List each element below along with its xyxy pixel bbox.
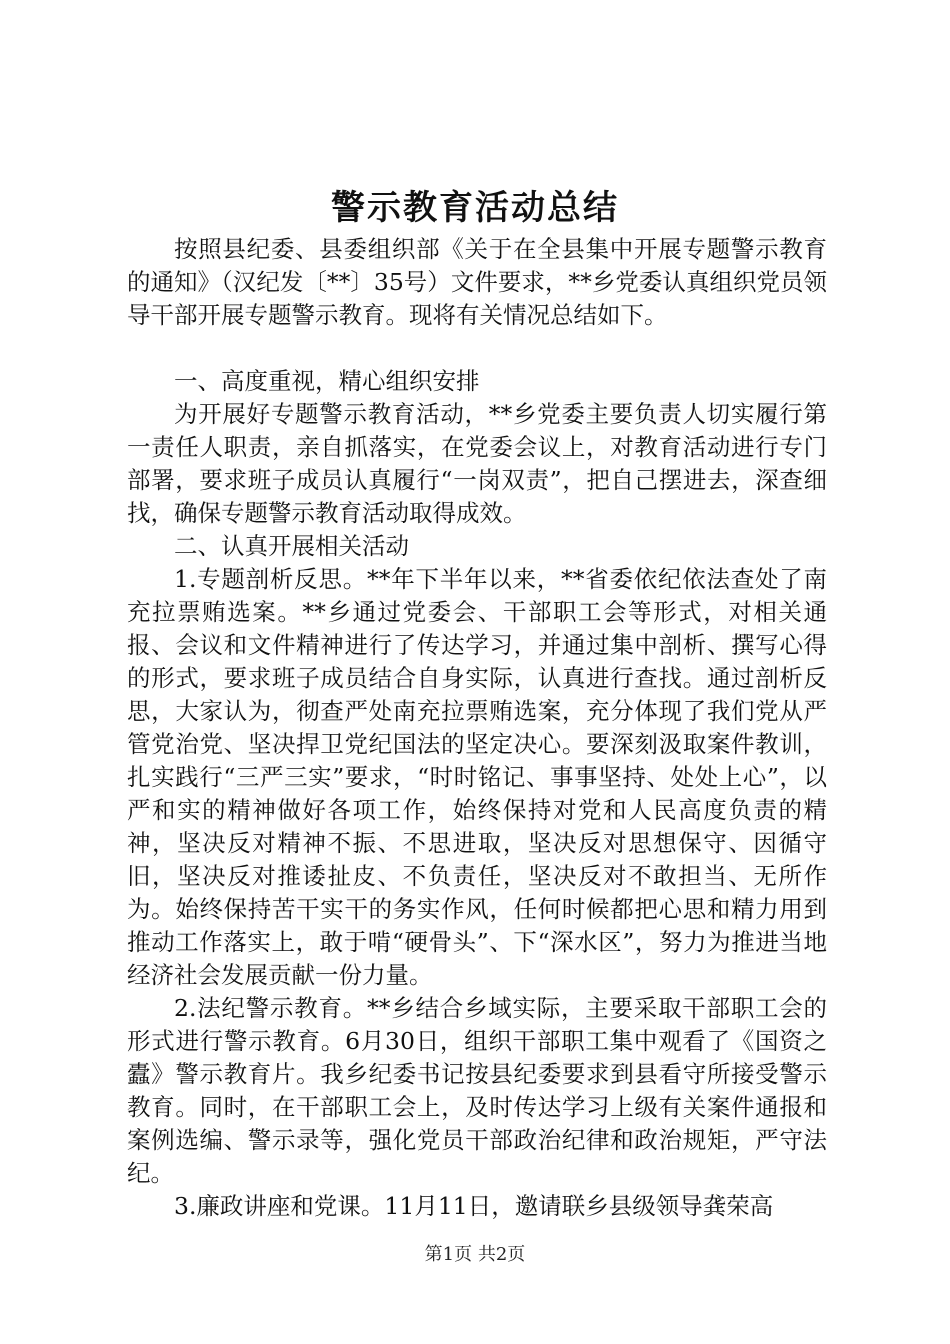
paragraph-spacer — [127, 332, 827, 365]
section-2-heading: 二、认真开展相关活动 — [174, 532, 409, 560]
document-title: 警示教育活动总结 — [331, 188, 619, 228]
page-number-footer: 第1页 共2页 — [424, 1244, 526, 1265]
intro-paragraph: 按照县纪委、县委组织部《关于在全县集中开展专题警示教育的通知》（汉纪发〔**〕35号）文件要求，**乡党委认真组织党员领导干部开展专题警示教育。现将有关情况总结如下。 — [127, 235, 827, 329]
section-2-item-3: 3.廉政讲座和党课。11月11日，邀请联乡县级领导龚荣高 — [174, 1192, 774, 1220]
section-1-heading: 一、高度重视，精心组织安排 — [174, 367, 480, 395]
document-body — [127, 233, 827, 1223]
section-1-paragraph: 为开展好专题警示教育活动，**乡党委主要负责人切实履行第一责任人职责，亲自抓落实，在党委会议上，对教育活动进行专门部署，要求班子成员认真履行“一岗双责”，把自己摆进去，深查细找，确保专题警示教育活动取得成效。 — [127, 400, 827, 527]
section-2-item-2: 2.法纪警示教育。**乡结合乡域实际，主要采取干部职工会的形式进行警示教育。6月30日，组织干部职工集中观看了《国资之蠹》警示教育片。我乡纪委书记按县纪委要求到县看守所接受警示教育。同时，在干部职工会上，及时传达学习上级有关案件通报和案例选编、警示录等，强化党员干部政治纪律和政治规矩，严守法纪。 — [127, 994, 827, 1187]
section-2-item-1: 1.专题剖析反思。**年下半年以来，**省委依纪依法查处了南充拉票贿选案。**乡通过党委会、干部职工会等形式，对相关通报、会议和文件精神进行了传达学习，并通过集中剖析、撰写心得的形式，要求班子成员结合自身实际，认真进行查找。通过剖析反思，大家认为，彻查严处南充拉票贿选案，充分体现了我们党从严管党治党、坚决捍卫党纪国法的坚定决心。要深刻汲取案件教训，扎实践行“三严三实”要求，“时时铭记、事事坚持、处处上心”，以严和实的精神做好各项工作，始终保持对党和人民高度负责的精神，坚决反对精神不振、不思进取，坚决反对思想保守、因循守旧，坚决反对推诿扯皮、不负责任，坚决反对不敢担当、无所作为。始终保持苦干实干的务实作风，任何时候都把心思和精力用到推动工作落实上，敢于啃“硬骨头”、下“深水区”，努力为推进当地经济社会发展贡献一份力量。 — [127, 565, 827, 989]
